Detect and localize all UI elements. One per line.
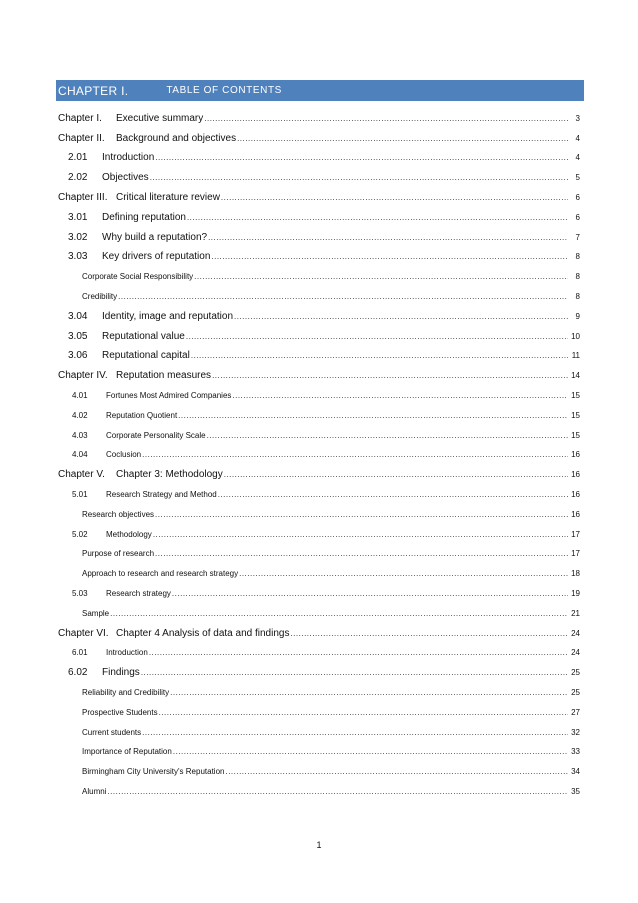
toc-entry-title: Research strategy xyxy=(106,588,171,598)
dot-leader xyxy=(191,350,568,362)
toc-entry[interactable] xyxy=(58,283,580,303)
dot-leader xyxy=(194,271,568,283)
toc-entry-title: Reputational capital xyxy=(102,350,190,362)
toc-entry-page: 32 xyxy=(571,727,580,737)
dot-leader xyxy=(141,667,568,679)
toc-entry-number: 3.06 xyxy=(68,350,88,362)
toc-entry-title: Reliability and Credibility xyxy=(82,687,170,697)
toc-entry-number: 4.04 xyxy=(72,450,88,460)
toc-entry[interactable] xyxy=(58,699,580,719)
toc-entry-title: Why build a reputation? xyxy=(102,231,208,243)
toc-entry-number: 2.01 xyxy=(68,152,88,164)
dot-leader xyxy=(173,746,568,758)
toc-entry-number: Chapter III. xyxy=(58,191,108,203)
dot-leader xyxy=(186,331,568,343)
toc-entry-title: Research Strategy and Method xyxy=(106,489,217,499)
toc-entry-page: 9 xyxy=(575,311,580,321)
toc-entry-number: 6.02 xyxy=(68,667,88,679)
toc-entry-number: 4.03 xyxy=(72,430,88,440)
toc-entry-title: Credibility xyxy=(82,291,118,301)
dot-leader xyxy=(149,647,568,659)
toc-entry[interactable] xyxy=(58,501,580,521)
toc-entry-page: 7 xyxy=(575,232,580,242)
toc-entry[interactable] xyxy=(58,541,580,561)
toc-entry-title: Corporate Personality Scale xyxy=(106,430,206,440)
toc-entry-page: 8 xyxy=(575,272,580,282)
toc-entry-title: Purpose of research xyxy=(82,549,155,559)
dot-leader xyxy=(239,568,568,580)
toc-entry[interactable] xyxy=(58,263,580,283)
toc-entry-title: Findings xyxy=(102,667,140,679)
toc-entry-page: 3 xyxy=(575,113,580,123)
toc-entry-page: 17 xyxy=(571,529,580,539)
toc-header-bar xyxy=(56,80,584,101)
toc-entry[interactable] xyxy=(58,659,580,679)
toc-entry-page: 15 xyxy=(571,390,580,400)
toc-entry-page: 17 xyxy=(571,549,580,559)
toc-entry-title: Approach to research and research strategy xyxy=(82,569,239,579)
dot-leader xyxy=(221,192,568,204)
dot-leader xyxy=(225,766,568,778)
page-number: 1 xyxy=(316,840,322,850)
chapter-label: CHAPTER I. xyxy=(58,83,129,98)
toc-entry[interactable] xyxy=(58,580,580,600)
toc-entry[interactable] xyxy=(58,343,580,363)
toc-entry-title: Reputational value xyxy=(102,330,185,342)
toc-entry-page: 4 xyxy=(575,133,580,143)
dot-leader xyxy=(237,133,568,145)
toc-entry[interactable] xyxy=(58,362,580,382)
dot-leader xyxy=(110,608,568,620)
toc-entry-number: 5.01 xyxy=(72,489,88,499)
toc-entry[interactable] xyxy=(58,382,580,402)
dot-leader xyxy=(142,727,568,739)
dot-leader xyxy=(153,529,568,541)
toc-entry-page: 4 xyxy=(575,153,580,163)
toc-entry[interactable] xyxy=(58,402,580,422)
toc-entry[interactable] xyxy=(58,204,580,224)
toc-entry-page: 15 xyxy=(571,410,580,420)
toc-entry[interactable] xyxy=(58,323,580,343)
toc-entry-number: Chapter V. xyxy=(58,469,105,481)
toc-entry-title: Sample xyxy=(82,608,110,618)
toc-entry-title: Executive summary xyxy=(116,112,204,124)
toc-entry-page: 19 xyxy=(571,588,580,598)
toc-entry-title: Alumni xyxy=(82,786,107,796)
toc-entry-page: 27 xyxy=(571,707,580,717)
toc-entry[interactable] xyxy=(58,224,580,244)
toc-entry-number: Chapter I. xyxy=(58,112,102,124)
toc-entry-number: 3.05 xyxy=(68,330,88,342)
toc-entry[interactable] xyxy=(58,125,580,145)
toc-entry-number: Chapter VI. xyxy=(58,627,109,639)
toc-entry-title: Birmingham City University's Reputation xyxy=(82,767,225,777)
toc-entry-title: Critical literature review xyxy=(116,191,220,203)
toc-entry-page: 6 xyxy=(575,212,580,222)
toc-entry-page: 15 xyxy=(571,430,580,440)
toc-entry-page: 34 xyxy=(571,767,580,777)
toc-entry[interactable] xyxy=(58,778,580,798)
toc-entry[interactable] xyxy=(58,145,580,165)
toc-entry-page: 24 xyxy=(571,648,580,658)
toc-entry-title: Objectives xyxy=(102,172,149,184)
toc-entry-page: 16 xyxy=(571,489,580,499)
toc-entry-page: 21 xyxy=(571,608,580,618)
toc-title: TABLE OF CONTENTS xyxy=(166,85,282,96)
toc-entry-title: Key drivers of reputation xyxy=(102,251,211,263)
toc-entry[interactable] xyxy=(58,719,580,739)
toc-entry-title: Introduction xyxy=(102,152,155,164)
toc-entry[interactable] xyxy=(58,184,580,204)
toc-entry-title: Corporate Social Responsibility xyxy=(82,272,194,282)
toc-entry[interactable] xyxy=(58,560,580,580)
toc-entry-page: 11 xyxy=(571,351,580,361)
toc-entry-page: 35 xyxy=(571,786,580,796)
dot-leader xyxy=(150,172,568,184)
toc-entry-title: Importance of Reputation xyxy=(82,747,172,757)
toc-entry[interactable] xyxy=(58,461,580,481)
toc-entry-page: 33 xyxy=(571,747,580,757)
toc-entry-title: Research objectives xyxy=(82,509,155,519)
dot-leader xyxy=(107,786,568,798)
dot-leader xyxy=(211,251,568,263)
toc-entry-number: 3.04 xyxy=(68,310,88,322)
toc-entry-page: 25 xyxy=(571,668,580,678)
dot-leader xyxy=(155,152,568,164)
toc-entry-page: 10 xyxy=(571,331,580,341)
toc-entry-page: 8 xyxy=(575,252,580,262)
dot-leader xyxy=(187,212,568,224)
toc-entry-title: Reputation Quotient xyxy=(106,410,178,420)
toc-entry-title: Introduction xyxy=(106,648,148,658)
dot-leader xyxy=(218,489,568,501)
toc-entry-page: 16 xyxy=(571,450,580,460)
toc-entry-number: 5.02 xyxy=(72,529,88,539)
toc-entry-page: 16 xyxy=(571,509,580,519)
dot-leader xyxy=(178,410,568,422)
toc-entry[interactable] xyxy=(58,600,580,620)
toc-entry-title: Reputation measures xyxy=(116,370,212,382)
toc-entry-page: 18 xyxy=(571,569,580,579)
toc-entry[interactable] xyxy=(58,521,580,541)
toc-entry[interactable] xyxy=(58,758,580,778)
dot-leader xyxy=(212,370,568,382)
dot-leader xyxy=(172,588,568,600)
toc-entry-number: 5.03 xyxy=(72,588,88,598)
dot-leader xyxy=(170,687,568,699)
toc-entry-number: Chapter II. xyxy=(58,132,105,144)
toc-entry-page: 8 xyxy=(575,291,580,301)
toc-entry[interactable] xyxy=(58,739,580,759)
toc-entry[interactable] xyxy=(58,164,580,184)
dot-leader xyxy=(118,291,568,303)
toc-entry[interactable] xyxy=(58,303,580,323)
toc-entry[interactable] xyxy=(58,442,580,462)
toc-entry-page: 5 xyxy=(575,173,580,183)
toc-entry-title: Methodology xyxy=(106,529,152,539)
toc-entry-number: 3.01 xyxy=(68,211,88,223)
dot-leader xyxy=(224,469,568,481)
toc-entry-number: 6.01 xyxy=(72,648,88,658)
table-of-contents xyxy=(58,105,580,798)
toc-entry-number: 4.01 xyxy=(72,390,88,400)
dot-leader xyxy=(204,113,568,125)
toc-entry-number: 2.02 xyxy=(68,172,88,184)
dot-leader xyxy=(159,707,568,719)
toc-entry[interactable] xyxy=(58,244,580,264)
dot-leader xyxy=(207,430,568,442)
toc-entry-title: Background and objectives xyxy=(116,132,237,144)
toc-entry-number: 4.02 xyxy=(72,410,88,420)
toc-entry-title: Coclusion xyxy=(106,450,142,460)
toc-entry-page: 14 xyxy=(571,371,580,381)
dot-leader xyxy=(142,449,568,461)
toc-entry-page: 25 xyxy=(571,687,580,697)
toc-entry-title: Defining reputation xyxy=(102,211,186,223)
toc-entry-number: 3.02 xyxy=(68,231,88,243)
toc-entry[interactable] xyxy=(58,620,580,640)
toc-entry-page: 6 xyxy=(575,192,580,202)
toc-entry-page: 16 xyxy=(571,470,580,480)
dot-leader xyxy=(290,628,568,640)
toc-entry-title: Chapter 3: Methodology xyxy=(116,469,223,481)
toc-entry[interactable] xyxy=(58,640,580,660)
toc-entry-number: Chapter IV. xyxy=(58,370,108,382)
dot-leader xyxy=(232,390,568,402)
dot-leader xyxy=(155,509,568,521)
toc-entry-number: 3.03 xyxy=(68,251,88,263)
toc-entry[interactable] xyxy=(58,422,580,442)
toc-entry[interactable] xyxy=(58,105,580,125)
toc-entry-title: Identity, image and reputation xyxy=(102,310,234,322)
toc-entry-title: Fortunes Most Admired Companies xyxy=(106,390,232,400)
toc-entry[interactable] xyxy=(58,481,580,501)
toc-entry[interactable] xyxy=(58,679,580,699)
toc-entry-title: Chapter 4 Analysis of data and findings xyxy=(116,627,290,639)
dot-leader xyxy=(208,232,568,244)
dot-leader xyxy=(155,548,568,560)
toc-entry-title: Current students xyxy=(82,727,142,737)
toc-entry-title: Prospective Students xyxy=(82,707,158,717)
dot-leader xyxy=(234,311,568,323)
toc-entry-page: 24 xyxy=(571,628,580,638)
